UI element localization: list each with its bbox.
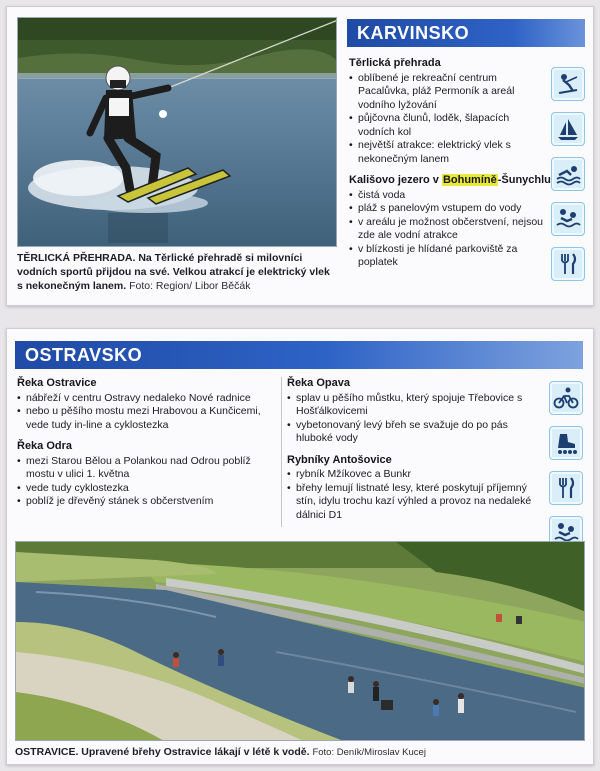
- list-item: • největší atrakce: elektrický vlek s nekonečným lanem: [349, 139, 545, 166]
- caption-credit: Foto: Deník/Miroslav Kucej: [312, 747, 426, 758]
- heading-kalisovo: [349, 174, 551, 188]
- highlighted-place: Bohumíně: [442, 174, 497, 186]
- list-terlicka: [349, 72, 545, 167]
- swimming-icon: [551, 157, 585, 191]
- list-item: • půjčovna člunů, loděk, šlapacích vodních kol: [349, 112, 545, 139]
- karvinsko-info-column: [349, 57, 551, 278]
- section-header-ostravsko: OSTRAVSKO: [15, 341, 583, 369]
- sailboat-icon: [551, 112, 585, 146]
- cycling-icon: [549, 381, 583, 415]
- list-kalisovo: [349, 189, 545, 270]
- heading-terlicka: Těrlická přehrada: [349, 57, 441, 69]
- column-divider: [281, 377, 282, 527]
- list-item: • v areálu je možnost občerstvení, nejsou zde ale vodní atrakce: [349, 216, 545, 243]
- caption-credit: Foto: Region/ Libor Běčák: [129, 280, 251, 292]
- restaurant-icon: [549, 471, 583, 505]
- list-item: • čistá voda: [349, 189, 545, 203]
- caption-bold: TĚRLICKÁ PŘEHRADA. Na Těrlické přehradě si milovníci vodních sportů přijdou na své. Velkou atrakcí je elektrický vlek s nekonečným lanem.: [17, 252, 330, 292]
- list-item: • mezi Starou Bělou a Polankou nad Odrou poblíž mostu v ulici 1. května: [17, 455, 279, 482]
- list-item: • vede tudy cyklostezka: [17, 482, 279, 496]
- list-opava: [287, 392, 537, 446]
- heading-odra: Řeka Odra: [17, 440, 73, 452]
- list-item: • pláž s panelovým vstupem do vody: [349, 202, 545, 216]
- list-item: • poblíž je dřevěný stánek s občerstvením: [17, 495, 279, 509]
- list-antosovice: [287, 468, 537, 522]
- list-item: • břehy lemují listnaté lesy, které poskytují příjemný stín, idylu trochu kazí výhled a provoz na nedaleké dálnici D1: [287, 482, 537, 523]
- heading-opava: Řeka Opava: [287, 377, 350, 389]
- heading-text: Kališovo jezero v: [349, 174, 442, 186]
- list-ostravice: [17, 392, 279, 433]
- list-item: • nebo u pěšího mostu mezi Hrabovou a Kunčicemi, vede tudy in-line a cyklostezka: [17, 405, 279, 432]
- list-item: • vybetonovaný levý břeh se svažuje do po pás hluboké vody: [287, 419, 537, 446]
- karvinsko-icons: [551, 67, 585, 292]
- list-item: • rybník Mžíkovec a Bunkr: [287, 468, 537, 482]
- ostravsko-right-column: [287, 377, 537, 530]
- heading-text: -Šunychlu: [497, 174, 551, 186]
- ostravsko-card: [6, 328, 594, 765]
- ostravsko-left-column: [17, 377, 279, 517]
- heading-antosovice: Rybníky Antošovice: [287, 453, 392, 466]
- list-item: • splav u pěšího můstku, který spojuje Třebovice s Hošťálkovicemi: [287, 392, 537, 419]
- restaurant-icon: [551, 247, 585, 281]
- list-odra: [17, 455, 279, 509]
- caption-bold: OSTRAVICE. Upravené břehy Ostravice lákají v létě k vodě.: [15, 746, 310, 758]
- list-item: • v blízkosti je hlídané parkoviště za poplatek: [349, 243, 545, 270]
- waterski-icon: [551, 67, 585, 101]
- list-item: • oblíbené je rekreační centrum Pacalůvka, pláž Permoník a areál vodního lyžování: [349, 72, 545, 113]
- photo-terlicka-wakeboarder: [17, 17, 337, 247]
- ostravsko-icons: [549, 381, 583, 561]
- photo-caption-karvinsko: [17, 251, 337, 293]
- photo-caption-ostravsko: [15, 745, 585, 760]
- photo-ostravice-river: [15, 541, 585, 741]
- water-polo-icon: [551, 202, 585, 236]
- section-header-karvinsko: KARVINSKO: [347, 19, 585, 47]
- list-item: • nábřeží v centru Ostravy nedaleko Nové radnice: [17, 392, 279, 406]
- inline-skate-icon: [549, 426, 583, 460]
- heading-ostravice: Řeka Ostravice: [17, 377, 97, 389]
- karvinsko-card: [6, 6, 594, 306]
